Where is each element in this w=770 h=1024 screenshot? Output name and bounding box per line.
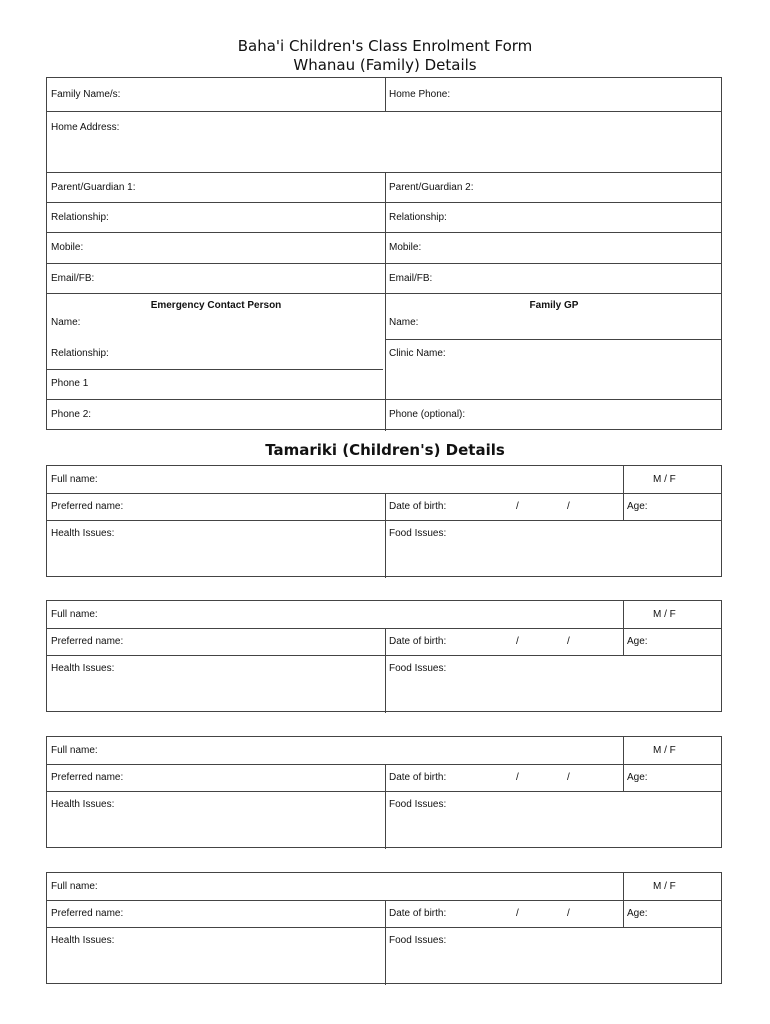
relationship-2-field[interactable]: Relationship: (389, 212, 447, 223)
children-details-title: Tamariki (Children's) Details (265, 441, 505, 459)
emergency-relationship-field[interactable]: Relationship: (51, 348, 109, 359)
date-of-birth-field[interactable]: Date of birth: (389, 636, 447, 647)
child-table-3 (46, 736, 722, 848)
gender-field[interactable]: M / F (653, 881, 676, 892)
emergency-name-field[interactable]: Name: (51, 317, 81, 328)
dob-separator: / (516, 501, 519, 512)
health-issues-field[interactable]: Health Issues: (51, 935, 115, 946)
family-details-title: Whanau (Family) Details (293, 56, 477, 74)
parent-guardian-1-field[interactable]: Parent/Guardian 1: (51, 182, 136, 193)
food-issues-field[interactable]: Food Issues: (389, 935, 447, 946)
preferred-name-field[interactable]: Preferred name: (51, 772, 124, 783)
home-address-field[interactable]: Home Address: (51, 122, 120, 133)
child-table-2 (46, 600, 722, 712)
relationship-1-field[interactable]: Relationship: (51, 212, 109, 223)
gp-name-field[interactable]: Name: (389, 317, 419, 328)
dob-separator: / (567, 501, 570, 512)
date-of-birth-field[interactable]: Date of birth: (389, 501, 447, 512)
parent-guardian-2-field[interactable]: Parent/Guardian 2: (389, 182, 474, 193)
health-issues-field[interactable]: Health Issues: (51, 528, 115, 539)
age-field[interactable]: Age: (627, 772, 648, 783)
preferred-name-field[interactable]: Preferred name: (51, 636, 124, 647)
family-name-field[interactable]: Family Name/s: (51, 89, 121, 100)
dob-separator: / (516, 636, 519, 647)
date-of-birth-field[interactable]: Date of birth: (389, 772, 447, 783)
full-name-field[interactable]: Full name: (51, 474, 98, 485)
gender-field[interactable]: M / F (653, 474, 676, 485)
full-name-field[interactable]: Full name: (51, 745, 98, 756)
food-issues-field[interactable]: Food Issues: (389, 663, 447, 674)
email-fb-1-field[interactable]: Email/FB: (51, 273, 95, 284)
food-issues-field[interactable]: Food Issues: (389, 528, 447, 539)
dob-separator: / (516, 772, 519, 783)
full-name-field[interactable]: Full name: (51, 609, 98, 620)
gp-phone-field[interactable]: Phone (optional): (389, 409, 466, 420)
emergency-phone-2-field[interactable]: Phone 2: (51, 409, 92, 420)
dob-separator: / (567, 908, 570, 919)
health-issues-field[interactable]: Health Issues: (51, 799, 115, 810)
food-issues-field[interactable]: Food Issues: (389, 799, 447, 810)
emergency-phone-1-field[interactable]: Phone 1 (51, 378, 89, 389)
age-field[interactable]: Age: (627, 908, 648, 919)
dob-separator: / (516, 908, 519, 919)
date-of-birth-field[interactable]: Date of birth: (389, 908, 447, 919)
family-details-table (46, 77, 722, 430)
age-field[interactable]: Age: (627, 501, 648, 512)
mobile-1-field[interactable]: Mobile: (51, 242, 84, 253)
home-phone-field[interactable]: Home Phone: (389, 89, 451, 100)
preferred-name-field[interactable]: Preferred name: (51, 501, 124, 512)
preferred-name-field[interactable]: Preferred name: (51, 908, 124, 919)
dob-separator: / (567, 772, 570, 783)
child-table-4 (46, 872, 722, 984)
family-gp-heading: Family GP (529, 300, 579, 311)
gender-field[interactable]: M / F (653, 609, 676, 620)
age-field[interactable]: Age: (627, 636, 648, 647)
mobile-2-field[interactable]: Mobile: (389, 242, 422, 253)
form-title: Baha'i Children's Class Enrolment Form (237, 37, 533, 55)
gender-field[interactable]: M / F (653, 745, 676, 756)
clinic-name-field[interactable]: Clinic Name: (389, 348, 446, 359)
full-name-field[interactable]: Full name: (51, 881, 98, 892)
health-issues-field[interactable]: Health Issues: (51, 663, 115, 674)
emergency-contact-heading: Emergency Contact Person (150, 300, 282, 311)
email-fb-2-field[interactable]: Email/FB: (389, 273, 433, 284)
dob-separator: / (567, 636, 570, 647)
child-table-1 (46, 465, 722, 577)
